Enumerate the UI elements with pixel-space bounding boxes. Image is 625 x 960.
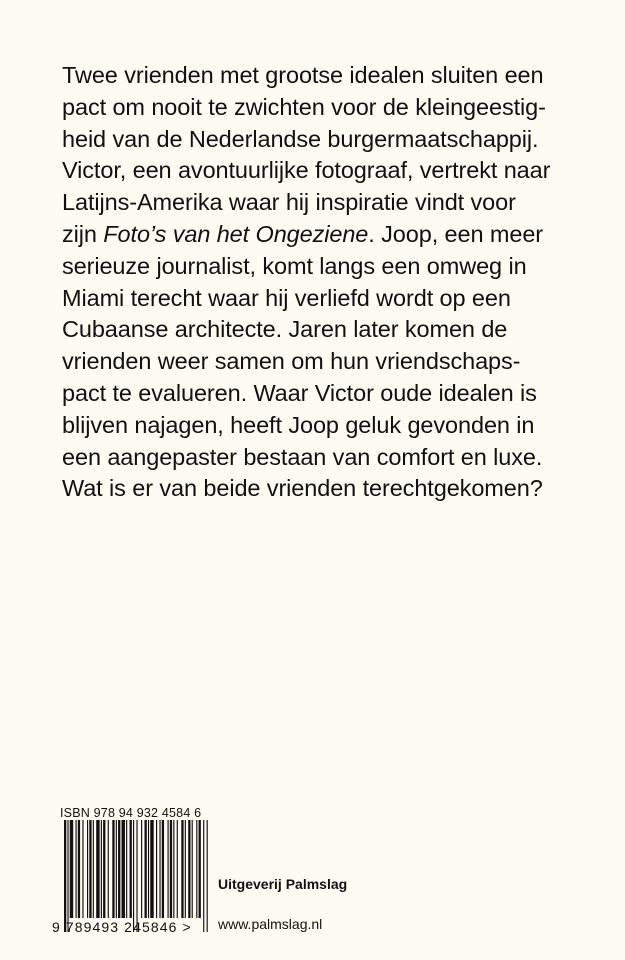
barcode-bar	[156, 820, 157, 918]
barcode-bar	[101, 820, 102, 918]
blurb-line: Wat is er van beide vrienden terechtgekomen?	[62, 475, 543, 502]
barcode-bar	[150, 820, 153, 918]
barcode-bar	[170, 820, 172, 918]
barcode-bar	[78, 820, 80, 918]
blurb-line: blijven najagen, heeft Joop geluk gevonden in	[62, 411, 535, 438]
barcode-bar	[168, 820, 169, 918]
blurb-line: een aangepaster bestaan van comfort en luxe.	[62, 443, 543, 470]
blurb-line: Cubaanse architecte. Jaren later komen de	[62, 316, 508, 343]
barcode-bar	[96, 820, 99, 918]
photo-series-title: Foto’s van het Ongeziene	[103, 220, 369, 247]
barcode-bar	[130, 820, 132, 918]
barcode-bar	[162, 820, 164, 918]
barcode-bar	[108, 820, 109, 918]
barcode-bar	[112, 820, 114, 918]
isbn-label: ISBN 978 94 932 4584 6	[60, 806, 202, 820]
barcode-bar	[118, 820, 120, 918]
barcode-bar	[82, 820, 83, 918]
barcode-bar	[64, 820, 66, 932]
blurb-line: heid van de Nederlandse burgermaatschappij.	[62, 125, 539, 152]
barcode-bar	[196, 820, 197, 918]
barcode-bar	[89, 820, 91, 918]
barcode-bar	[203, 820, 204, 932]
barcode-digits: 9 789493 245846 >	[52, 919, 192, 935]
blurb-text: zijn	[62, 220, 104, 247]
barcode-bar	[87, 820, 88, 918]
barcode-bar	[93, 820, 94, 918]
blurb-line: Twee vrienden met grootse idealen sluiten een	[62, 62, 544, 88]
barcode-bar	[136, 820, 137, 932]
blurb-line: vrienden weer samen om hun vriendschaps-	[62, 348, 521, 375]
barcode-bar	[145, 820, 147, 918]
blurb-line: Miami terecht waar hij verliefd wordt op een	[62, 284, 511, 311]
publisher-website: www.palmslag.nl	[218, 916, 323, 932]
barcode-bar	[67, 820, 68, 932]
barcode-bar	[173, 820, 174, 918]
publisher-name: Uitgeverij Palmslag	[218, 876, 348, 892]
barcode-bar	[188, 820, 190, 918]
barcode-bar	[181, 820, 183, 918]
blurb-line	[62, 219, 582, 251]
blurb-line: Latijns-Amerika waar hij inspiratie vindt voor	[62, 189, 516, 216]
barcode-bar	[199, 820, 201, 918]
blurb-line: pact om nooit te zwichten voor de kleingeestig-	[62, 93, 546, 120]
barcode-bar	[185, 820, 186, 918]
barcode-bar	[76, 820, 77, 918]
barcode-bar	[103, 820, 105, 918]
barcode-bar	[70, 820, 73, 918]
blurb-line: pact te evalueren. Waar Victor oude idealen is	[62, 379, 537, 406]
blurb-line: Victor, een avontuurlijke fotograaf, vertrekt naar	[62, 157, 551, 184]
barcode-bar	[133, 820, 134, 932]
barcode-bar	[116, 820, 117, 918]
barcode-bar	[207, 820, 208, 932]
barcode-bar	[148, 820, 149, 918]
barcode-bar	[126, 820, 127, 918]
barcode-bar	[122, 820, 125, 918]
blurb-text: . Joop, een meer	[368, 220, 544, 247]
blurb-line: serieuze journalist, komt langs een omweg in	[62, 252, 527, 279]
back-cover-blurb	[62, 60, 582, 505]
barcode-bar	[141, 820, 142, 918]
barcode-bar	[159, 820, 160, 918]
barcode-bar	[192, 820, 193, 918]
barcode-bar	[177, 820, 178, 918]
